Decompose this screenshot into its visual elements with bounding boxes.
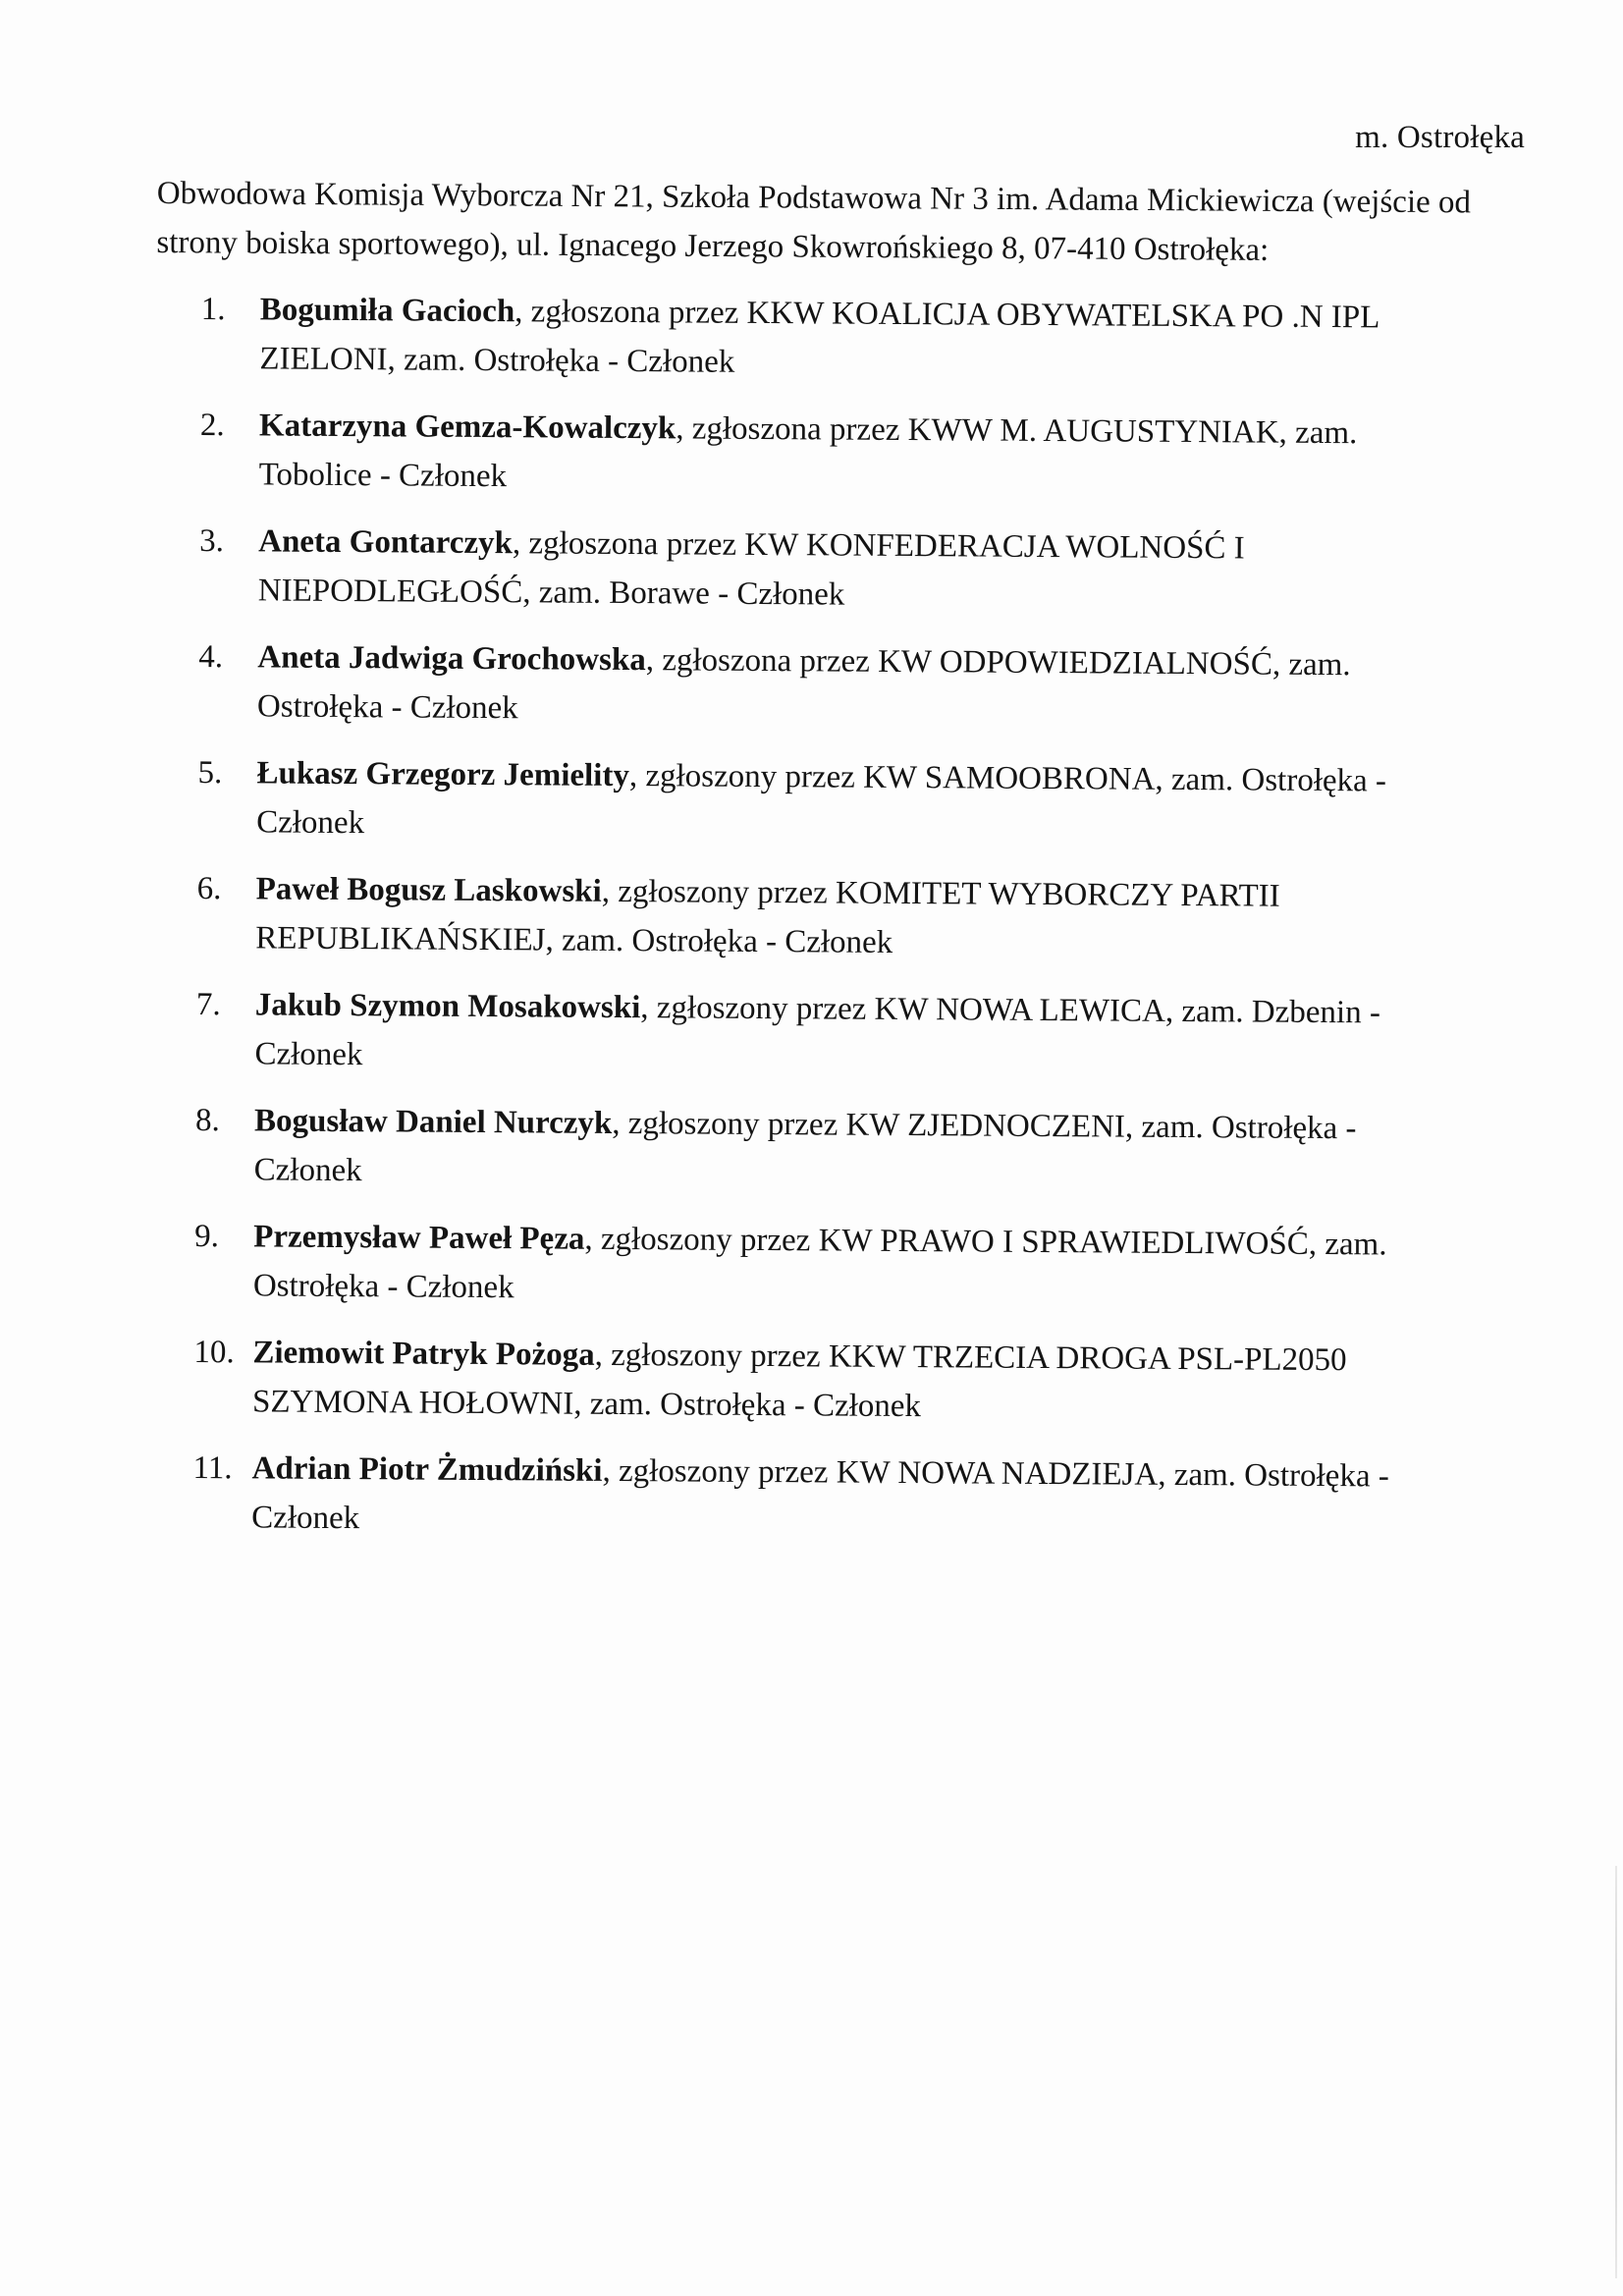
member-name: Adrian Piotr Żmudziński xyxy=(251,1450,603,1489)
item-number: 4. xyxy=(198,638,224,676)
item-number: 11. xyxy=(192,1449,233,1487)
member-details: , zgłoszona przez KKW KOALICJA OBYWATELSKA PO .N IPL ZIELONI, zam. Ostrołęka - Członek xyxy=(259,294,1380,380)
list-item xyxy=(199,401,1447,508)
member-name: Aneta Jadwiga Grochowska xyxy=(257,639,646,679)
member-details: , zgłoszony przez KW ZJEDNOCZENI, zam. Ostrołęka - Członek xyxy=(253,1105,1357,1189)
list-item xyxy=(199,517,1447,624)
member-list xyxy=(192,285,1448,1551)
member-name: Jakub Szymon Mosakowski xyxy=(254,987,641,1026)
member-details: , zgłoszony przez KW PRAWO I SPRAWIEDLIWOŚĆ, zam. Ostrołęka - Członek xyxy=(252,1221,1387,1306)
commission-description: Obwodowa Komisja Wyborcza Nr 21, Szkoła Podstawowa Nr 3 im. Adama Mickiewicza (wejście od strony boiska sportowego), ul. Ignacego Jerzego Skowrońskiego 8, 07-410 Ostrołęka: xyxy=(156,175,1472,268)
item-number: 6. xyxy=(196,870,222,907)
member-details: , zgłoszony przez KW SAMOOBRONA, zam. Ostrołęka - Członek xyxy=(256,758,1387,842)
list-item xyxy=(196,864,1444,971)
list-item xyxy=(194,1212,1442,1319)
list-item xyxy=(197,748,1445,855)
item-number: 8. xyxy=(194,1102,220,1139)
member-name: Katarzyna Gemza-Kowalczyk xyxy=(258,408,676,447)
list-item xyxy=(192,1444,1440,1551)
list-item xyxy=(195,1096,1443,1203)
member-name: Paweł Bogusz Laskowski xyxy=(255,871,602,909)
item-number: 2. xyxy=(199,407,225,444)
list-item xyxy=(198,632,1446,739)
item-number: 7. xyxy=(195,986,221,1023)
item-number: 9. xyxy=(194,1218,220,1255)
member-details: , zgłoszona przez KW KONFEDERACJA WOLNOŚĆ I NIEPODLEGŁOŚĆ, zam. Borawe - Członek xyxy=(257,525,1245,613)
list-item xyxy=(200,285,1448,392)
member-name: Ziemowit Patryk Pożoga xyxy=(252,1335,595,1373)
member-details: , zgłoszony przez KW NOWA NADZIEJA, zam. Ostrołęka - Członek xyxy=(251,1452,1389,1537)
list-item xyxy=(195,980,1443,1087)
member-name: Bogusław Daniel Nurczyk xyxy=(253,1103,613,1141)
member-name: Aneta Gontarczyk xyxy=(258,523,514,562)
item-number: 5. xyxy=(197,754,223,792)
member-name: Łukasz Grzegorz Jemielity xyxy=(256,755,630,794)
member-details: , zgłoszona przez KW ODPOWIEDZIALNOŚĆ, zam. Ostrołęka - Członek xyxy=(256,642,1351,727)
member-details: , zgłoszona przez KWW M. AUGUSTYNIAK, zam. Tobolice - Członek xyxy=(258,410,1358,495)
item-number: 1. xyxy=(200,291,226,328)
member-name: Bogumiła Gacioch xyxy=(259,292,515,330)
item-number: 10. xyxy=(193,1334,235,1371)
list-item xyxy=(193,1328,1441,1435)
member-name: Przemysław Paweł Pęza xyxy=(253,1219,585,1257)
member-details: , zgłoszony przez KOMITET WYBORCZY PARTII REPUBLIKAŃSKIEJ, zam. Ostrołęka - Członek xyxy=(255,873,1280,960)
member-details: , zgłoszony przez KKW TRZECIA DROGA PSL-PL2050 SZYMONA HOŁOWNI, zam. Ostrołęka - Członek xyxy=(251,1337,1347,1425)
scan-edge-shadow xyxy=(1615,1866,1617,2278)
item-number: 3. xyxy=(199,522,225,560)
member-details: , zgłoszony przez KW NOWA LEWICA, zam. Dzbenin - Członek xyxy=(254,990,1381,1073)
place-header: m. Ostrołęka xyxy=(1355,120,1525,155)
